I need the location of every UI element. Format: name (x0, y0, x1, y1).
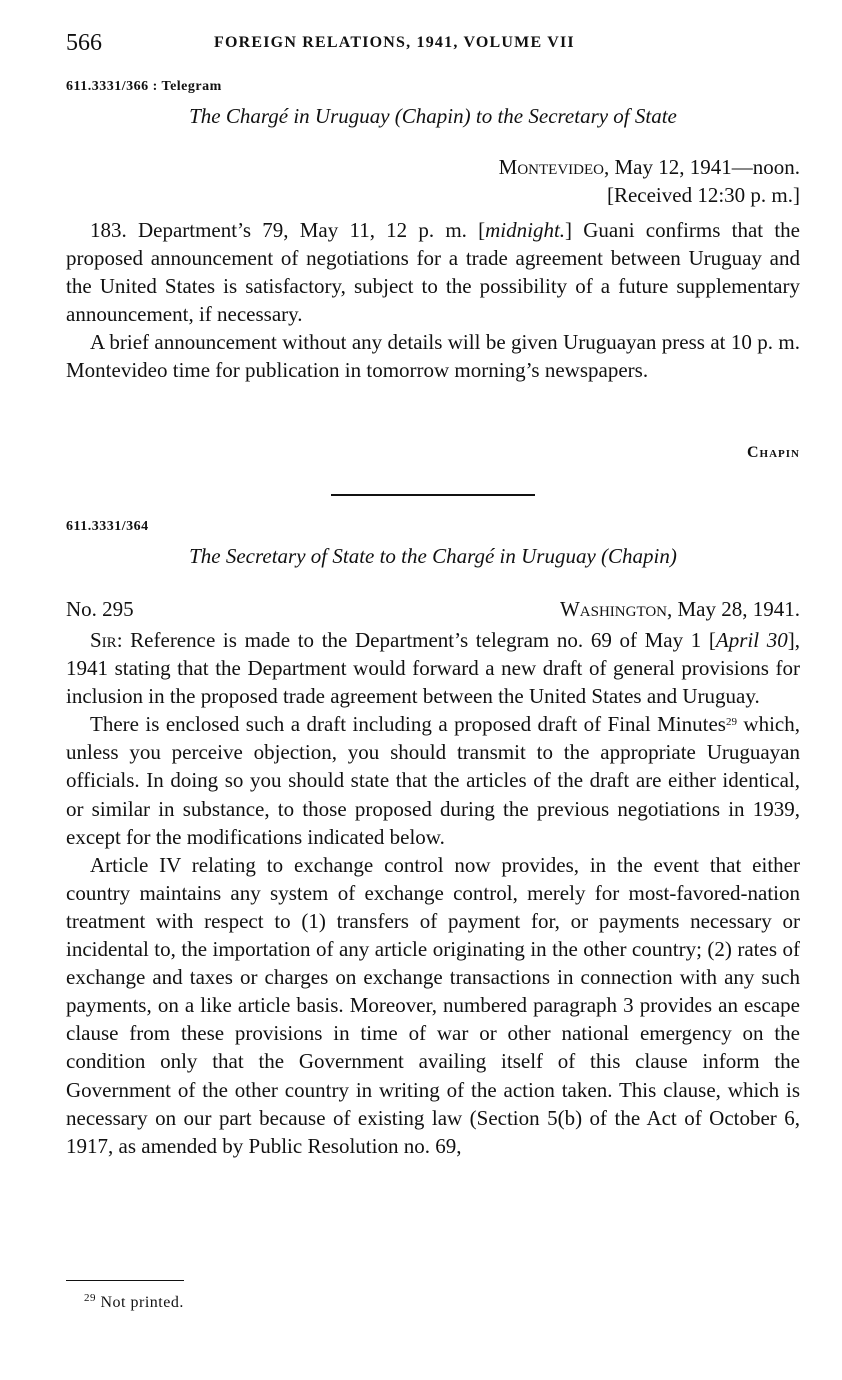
doc2-number: No. 295 (66, 597, 134, 621)
doc2-file-number: 611.3331/364 (66, 519, 149, 534)
doc1-body (66, 216, 800, 385)
page-number: 566 (66, 30, 102, 56)
doc1-file-number: 611.3331/366 : Telegram (66, 79, 222, 94)
doc1-signature: Chapin (747, 444, 800, 461)
section-divider (331, 494, 535, 496)
doc2-place: Washington (559, 597, 667, 621)
doc1-paragraph-2: A brief announcement without any details will be given Uruguayan press at 10 p. m. Montevideo time for publication in tomorrow morning’s newspapers. (66, 330, 800, 383)
footnote-reference: 29 (725, 716, 737, 729)
doc2-paragraph-3: Article IV relating to exchange control now provides, in the event that either country maintains any system of exchange control, merely for most-favored-nation treatment with respect to (1) transfers of payment for, or payments necessary or incidental to, the importation of any article originating in the other country; (2) rates of exchange and taxes or charges on exchange transactions in connection with any such payments, on a like article basis. Moreover, numbered paragraph 3 provides an escape clause from these provisions in time of war or other national emergency on the condition only that the Government availing itself of this clause inform the Government of the other country in writing of the action taken. This clause, which is necessary on our part because of existing law (Section 5(b) of the Act of October 6, 1917, as amended by Public Resolution no. 69, (66, 852, 800, 1158)
doc2-paragraph-1: Sir: Reference is made to the Department’s telegram no. 69 of May 1 [April 30], 1941 stating that the Department would forward a new draft of general provisions for inclusion in the proposed trade agreement between the United States and Uruguay. (66, 628, 800, 709)
doc1-place: Montevideo (498, 155, 604, 179)
doc1-paragraph-1: 183. Department’s 79, May 11, 12 p. m. [midnight.] Guani confirms that the proposed announcement of negotiations for a trade agreement between Uruguay and the United States is satisfactory, subject to the possibility of a future supplementary announcement, if necessary. (66, 218, 800, 327)
doc2-title: The Secretary of State to the Chargé in Uruguay (Chapin) (189, 544, 677, 568)
footnote (84, 1294, 184, 1312)
footnote-marker: 29 (84, 1292, 96, 1304)
doc1-title: The Chargé in Uruguay (Chapin) to the Secretary of State (189, 104, 677, 128)
footnote-text: Not printed. (100, 1294, 184, 1311)
doc1-received: [Received 12:30 p. m.] (606, 183, 800, 207)
doc2-paragraph-2: There is enclosed such a draft including a proposed draft of Final Minutes$^{29}$ which, unless you perceive objection, you should transmit to the appropriate Uruguayan officials. In doing so you should state that the articles of the draft are either identical, or similar in substance, to those proposed during the previous negotiations in 1939, except for the modifications indicated below. (66, 712, 800, 849)
running-title: FOREIGN RELATIONS, 1941, VOLUME VII (214, 34, 575, 51)
doc2-body (66, 626, 800, 1160)
running-head (66, 30, 800, 60)
doc1-date: , May 12, 1941—noon. (604, 155, 800, 179)
doc1-dateline (499, 155, 800, 180)
footnote-rule (66, 1280, 184, 1281)
doc2-dateline (560, 597, 800, 622)
doc2-number-line (66, 597, 800, 625)
doc2-date: , May 28, 1941. (667, 597, 800, 621)
